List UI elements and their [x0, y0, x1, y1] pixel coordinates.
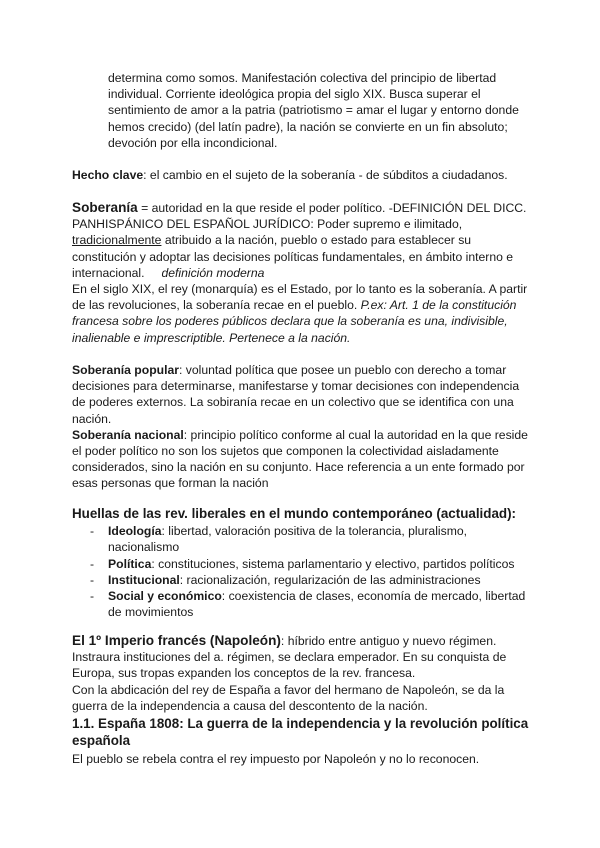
list-item-label: Política [108, 557, 152, 571]
list-item-text: : racionalización, regularización de las administraciones [179, 573, 481, 587]
section-heading: 1.1. España 1808: La guerra de la independencia y la revolución política española [72, 716, 529, 748]
imperio-paragraph [72, 633, 530, 714]
list-item-label: Social y económico [108, 589, 222, 603]
soberania-paragraph [72, 200, 530, 346]
list-item-text: : libertad, valoración positiva de la tolerancia, pluralismo, nacionalismo [108, 524, 468, 555]
soberania-popular-paragraph [72, 362, 530, 492]
section-paragraph [72, 751, 530, 767]
soberania-note: definición moderna [161, 265, 265, 280]
soberania-para2-italic: P.ex: Art. 1 de la constitución francesa sobre los poderes públicos declara que la soberanía es una, indivisible, inalienable e imprescriptible. Pertenece a la nación. [72, 298, 517, 345]
hecho-clave-label: Hecho clave [72, 168, 144, 182]
list-item-label: Ideología [108, 524, 162, 538]
soberania-text-1: = autoridad en la que reside el poder político. -DEFINICIÓN DEL DICC. PANHISPÁNICO DEL ESPAÑOL JURÍDICO: Poder supremo e ilimitado, [72, 201, 527, 232]
list-item-text: : coexistencia de clases, economía de mercado, libertad de movimientos [108, 589, 526, 620]
soberania-para2: En el siglo XIX, el rey (monarquía) es el Estado, por lo tanto es la soberanía. A partir de las revoluciones, la soberanía recae en el pueblo. [72, 282, 528, 313]
section-text: El pueblo se rebela contra el rey impuesto por Napoleón y no lo reconocen. [72, 752, 480, 766]
hecho-clave-paragraph [72, 167, 530, 183]
soberania-underlined: tradicionalmente [72, 233, 162, 248]
soberania-nacional-label: Soberanía nacional [72, 427, 184, 442]
intro-text: determina como somos. Manifestación colectiva del principio de libertad individual. Corriente ideológica propia del siglo XIX. Busca superar el sentimiento de amor a la patria (patriotismo = amar el lugar y entorno donde hemos crecido) (del latín padre), la nación se convierte en un fin absoluto; devoción por ella incondicional. [108, 71, 519, 150]
imperio-para2: Con la abdicación del rey de España a favor del hermano de Napoleón, se da la guerra de la independencia a causa del descontento de la nación. [72, 682, 505, 713]
document-page: determina como somos. Manifestación colectiva del principio de libertad individual. Corriente ideológica propia del siglo XIX. Busca superar el sentimiento de amor a la patria (patriotismo = amar el lugar y entorno donde hemos crecido) (del latín padre), la nación se convierte en un fin absoluto; devoción por ella incondicional. Hecho clave: el cambio en el sujeto de la soberanía - de súbditos a ciudadanos. Soberanía = autoridad en la que reside el poder político. -DEFINICIÓN DEL DICC. PANHISPÁNICO DEL ESPAÑOL JURÍDICO: Poder supremo e ilimitado, tradicionalmente atribuido a la nación, pueblo o estado para establecer su constitución y adoptar las decisiones políticas fundamentales, en ámbito interno e internacional. definición moderna En el siglo XIX, el rey (monarquía) es el Estado, por lo tanto es la soberanía. A partir de las revoluciones, la soberanía recae en el pueblo. P.ex: Art. 1 de la constitución francesa sobre los poderes públicos declara que la soberanía es una, indivisible, inalienable e imprescriptible. Pertenece a la nación. Soberanía popular: voluntad política que posee un pueblo con derecho a tomar decisiones para determinarse, manifestarse y tomar decisiones con independencia de poderes externos. La sobiranía recae en un colectivo que se identifica con una nación. Soberanía nacional: principio político conforme al cual la autoridad en la que reside el poder político no son los sujetos que componen la colectividad aisladamente considerados, sino la nación en su conjunto. Hace referencia a un ente formado por esas personas que forman la nación Huellas de las rev. liberales en el mundo contemporáneo (actualidad): - Ideología: libertad, valoración positiva de la tolerancia, pluralismo, nacionalismo - Política: constituciones, sistema parlamentario y electivo, partidos políticos - Institucional: racionalización, regularización de las administraciones - Social y económico: coexistencia de clases, economía de mercado, libertad de movimientos El 1º Imperio francés (Napoleón): híbrido entre antiguo y nuevo régimen. Instraura instituciones del a. régimen, se declara emperador. En su conquista de Europa, sus tropas expanden los conceptos de la rev. francesa. Con la abdicación del rey de España a favor del hermano de Napoleón, se da la guerra de la independencia a causa del descontento de la nación. 1.1. España 1808: La guerra de la independencia y la revolución política española El pueblo se rebela contra el rey impuesto por Napoleón y no lo reconocen. [0, 0, 600, 848]
soberania-label: Soberanía [72, 200, 138, 215]
imperio-text: : híbrido entre antiguo y nuevo régimen. Instraura instituciones del a. régimen, se declara emperador. En su conquista de Europa, sus tropas expanden los conceptos de la rev. francesa. [72, 634, 507, 681]
list-item-label: Institucional [108, 573, 180, 587]
hecho-clave-text: : el cambio en el sujeto de la soberanía - de súbditos a ciudadanos. [143, 168, 508, 182]
intro-paragraph [108, 70, 528, 151]
soberania-popular-label: Soberanía popular [72, 363, 179, 377]
imperio-label: El 1º Imperio francés (Napoleón) [72, 633, 281, 648]
soberania-popular-text: : voluntad política que posee un pueblo con derecho a tomar decisiones para determinarse, manifestarse y tomar decisiones con independencia de poderes externos. La sobiranía recae en un colectivo que se identifica con una nación. [72, 363, 520, 426]
soberania-nacional-text: : principio político conforme al cual la autoridad en la que reside el poder político no son los sujetos que componen la colectividad aisladamente considerados, sino la nación en su conjunto. Hace referencia a un ente formado por esas personas que forman la nación [72, 427, 528, 491]
huellas-heading: Huellas de las rev. liberales en el mundo contemporáneo (actualidad): [72, 506, 516, 521]
soberania-text-2: atribuido a la nación, pueblo o estado para establecer su constitución y adoptar las decisiones políticas fundamentales, en ámbito interno e internacional. [72, 233, 514, 280]
list-item-text: : constituciones, sistema parlamentario y electivo, partidos políticos [151, 557, 515, 571]
